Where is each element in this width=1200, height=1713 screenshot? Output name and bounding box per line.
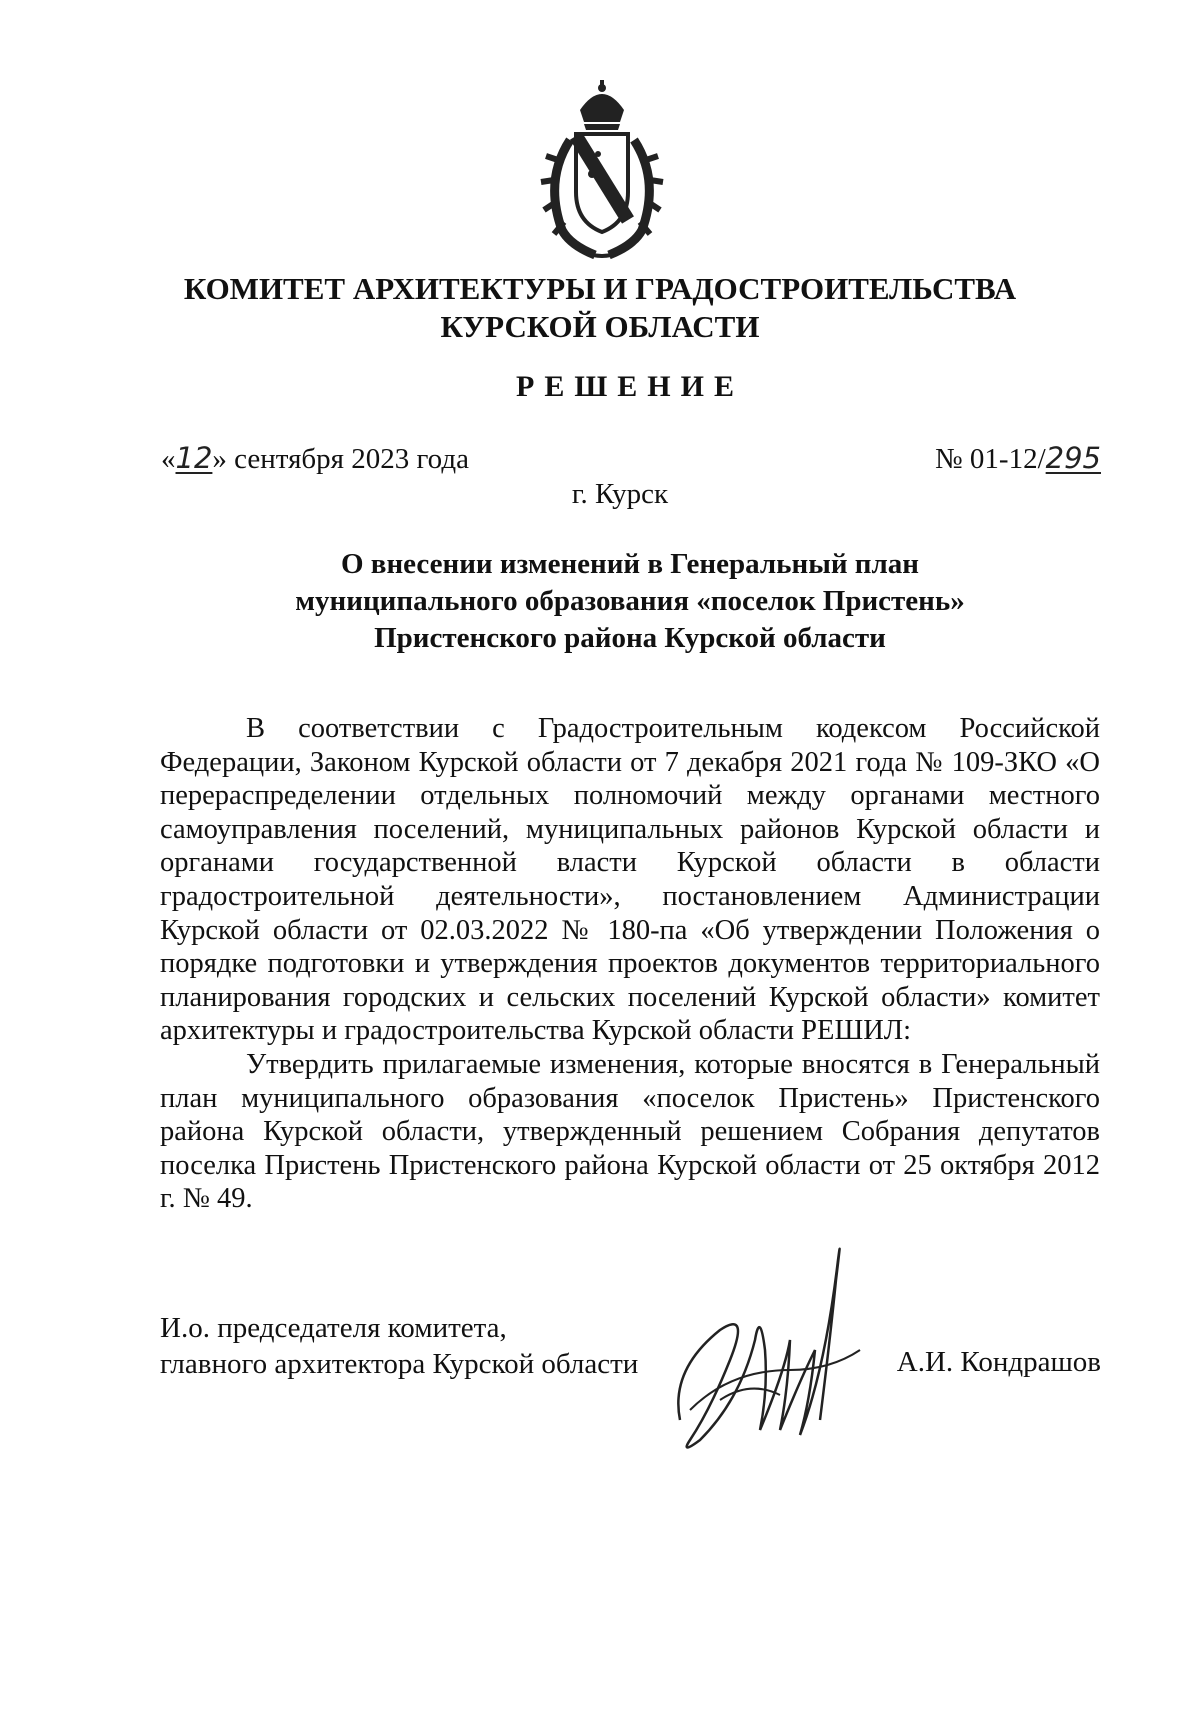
document-number: [935, 441, 1101, 476]
signatory-name: А.И. Кондрашов: [896, 1346, 1101, 1378]
coat-of-arms-icon: [540, 80, 664, 262]
number-handwritten: 295: [1045, 441, 1101, 475]
body-paragraph-1: В соответствии с Градостроительным кодексом Российской Федерации, Законом Курской области от 7 декабря 2021 года № 109-ЗКО «О перераспределении отдельных полномочий между органами местного самоуправления поселений, муниципальных районов Курской области и органами государственной власти Курской области в области градостроительной деятельности», постановлением Администрации Курской области от 02.03.2022 № 180-па «Об утверждении Положения о порядке подготовки и утверждения проектов документов территориального планирования городских и сельских поселений Курской области» комитет архитектуры и градостроительства Курской области РЕШИЛ:: [160, 713, 1100, 1047]
organization-name: [0, 270, 1200, 346]
handwritten-signature-icon: [660, 1220, 880, 1470]
document-city: г. Курск: [571, 478, 669, 510]
title-line-1: О внесении изменений в Генеральный план: [340, 548, 919, 580]
role-line-2: главного архитектора Курской области: [160, 1348, 639, 1380]
org-line-1: КОМИТЕТ АРХИТЕКТУРЫ И ГРАДОСТРОИТЕЛЬСТВА: [183, 271, 1017, 306]
document-title: [160, 546, 1100, 657]
body-paragraph-2: Утвердить прилагаемые изменения, которые вносятся в Генеральный план муниципального образования «поселок Пристень» Пристенского района Курской области, утвержденный решением Собрания депутатов поселка Пристень Пристенского района Курской области от 25 октября 2012 г. № 49.: [160, 1048, 1100, 1215]
title-line-2: муниципального образования «поселок Пристень»: [295, 585, 965, 617]
number-prefix: № 01-12/: [935, 443, 1046, 475]
date-rest: » сентября 2023 года: [212, 443, 469, 475]
org-line-2: КУРСКОЙ ОБЛАСТИ: [440, 309, 760, 344]
signatory-role: [160, 1310, 638, 1382]
document-type: РЕШЕНИЕ: [516, 370, 744, 403]
document-date: [161, 441, 469, 476]
role-line-1: И.о. председателя комитета,: [160, 1312, 507, 1344]
date-open-quote: «: [161, 443, 176, 475]
title-line-3: Пристенского района Курской области: [374, 622, 886, 654]
document-body: [160, 712, 1100, 1216]
date-day-handwritten: 12: [175, 441, 213, 475]
